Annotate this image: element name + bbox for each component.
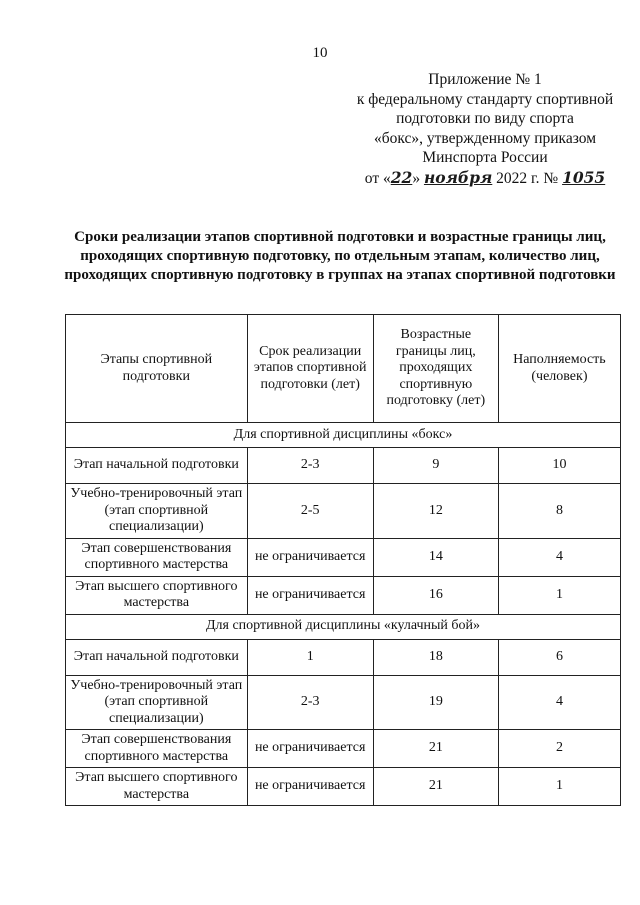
appendix-line-5: Минспорта России <box>422 149 548 166</box>
occupancy-cell: 4 <box>498 675 620 730</box>
stage-cell: Учебно-тренировочный этап (этап спортивной специализации) <box>66 675 248 730</box>
header-age-limits: Возрастные границы лиц, проходящих спортивную подготовку (лет) <box>373 315 498 423</box>
table-row <box>66 768 621 806</box>
duration-cell: не ограничивается <box>247 576 373 614</box>
table-row <box>66 448 621 484</box>
duration-cell: 1 <box>247 639 373 675</box>
age-cell: 21 <box>373 768 498 806</box>
date-prefix: от « <box>364 169 391 187</box>
table-row <box>66 675 621 730</box>
discipline-label: Для спортивной дисциплины «кулачный бой» <box>66 614 621 639</box>
handwritten-day: 22 <box>390 167 413 187</box>
stage-cell: Учебно-тренировочный этап (этап спортивной специализации) <box>66 484 248 539</box>
stage-cell: Этап начальной подготовки <box>66 448 248 484</box>
age-cell: 16 <box>373 576 498 614</box>
discipline-row-fist-fight <box>66 614 621 639</box>
age-cell: 9 <box>373 448 498 484</box>
occupancy-cell: 10 <box>498 448 620 484</box>
stage-cell: Этап совершенствования спортивного мастерства <box>66 538 248 576</box>
table-row <box>66 538 621 576</box>
appendix-header <box>340 70 630 188</box>
stage-cell: Этап высшего спортивного мастерства <box>66 768 248 806</box>
appendix-line-2: к федеральному стандарту спортивной <box>356 90 614 108</box>
occupancy-cell: 1 <box>498 576 620 614</box>
occupancy-cell: 4 <box>498 538 620 576</box>
age-cell: 14 <box>373 538 498 576</box>
age-cell: 18 <box>373 639 498 675</box>
header-stages: Этапы спортивной подготовки <box>66 315 248 423</box>
header-occupancy: Наполняемость (человек) <box>498 315 620 423</box>
age-cell: 19 <box>373 675 498 730</box>
order-date-line <box>340 168 630 189</box>
page-number: 10 <box>312 45 328 61</box>
occupancy-cell: 6 <box>498 639 620 675</box>
table-header-row <box>66 315 621 423</box>
occupancy-cell: 2 <box>498 730 620 768</box>
appendix-line-3: подготовки по виду спорта <box>396 110 574 127</box>
occupancy-cell: 8 <box>498 484 620 539</box>
appendix-line-4: «бокс», утвержденному приказом <box>373 129 597 147</box>
stage-cell: Этап совершенствования спортивного мастерства <box>66 730 248 768</box>
duration-cell: 2-3 <box>247 675 373 730</box>
document-title: Сроки реализации этапов спортивной подготовки и возрастные границы лиц, проходящих спортивную подготовку, по отдельным этапам, количество лиц, проходящих спортивную подготовку в группах на этапах спортивной подготовки <box>64 229 616 283</box>
duration-cell: не ограничивается <box>247 768 373 806</box>
age-cell: 12 <box>373 484 498 539</box>
table-row <box>66 639 621 675</box>
discipline-row-boxing <box>66 423 621 448</box>
handwritten-order-number: 1055 <box>562 167 606 187</box>
occupancy-cell: 1 <box>498 768 620 806</box>
header-duration: Срок реализации этапов спортивной подготовки (лет) <box>247 315 373 423</box>
duration-cell: не ограничивается <box>247 730 373 768</box>
stage-cell: Этап начальной подготовки <box>66 639 248 675</box>
table-row <box>66 730 621 768</box>
duration-cell: не ограничивается <box>247 538 373 576</box>
date-quote-close: » <box>412 169 421 187</box>
handwritten-month: ноября <box>423 167 493 187</box>
stage-cell: Этап высшего спортивного мастерства <box>66 576 248 614</box>
stages-table <box>65 314 621 806</box>
discipline-label: Для спортивной дисциплины «бокс» <box>66 423 621 448</box>
table-row <box>66 484 621 539</box>
age-cell: 21 <box>373 730 498 768</box>
appendix-line-1: Приложение № 1 <box>428 71 542 88</box>
duration-cell: 2-5 <box>247 484 373 539</box>
duration-cell: 2-3 <box>247 448 373 484</box>
table-row <box>66 576 621 614</box>
year-text: 2022 г. № <box>496 169 559 187</box>
